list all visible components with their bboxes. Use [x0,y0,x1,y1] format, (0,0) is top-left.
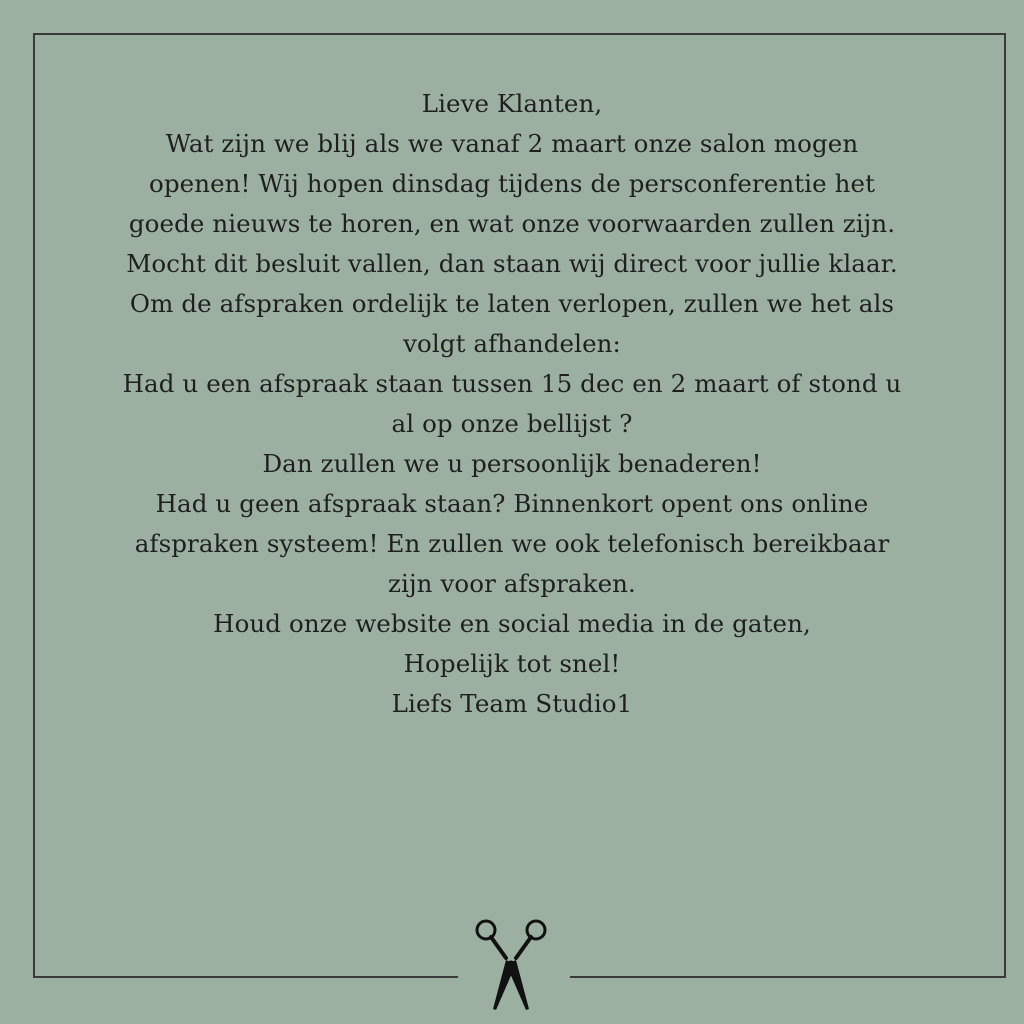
frame-bottom-left-border [33,976,458,978]
letter-line: Wat zijn we blij als we vanaf 2 maart onze salon mogen [165,129,859,158]
announcement-letter [40,84,984,724]
letter-line: afspraken systeem! En zullen we ook telefonisch bereikbaar [134,529,890,558]
letter-greeting: Lieve Klanten, [421,89,603,118]
frame-left-border [33,33,35,978]
letter-signature: Liefs Team Studio1 [391,689,633,718]
letter-line: Dan zullen we u persoonlijk benaderen! [262,449,762,478]
scissors-icon [460,918,556,1014]
letter-line: zijn voor afspraken. [388,569,636,598]
letter-line: al op onze bellijst ? [391,409,633,438]
letter-line: openen! Wij hopen dinsdag tijdens de persconferentie het [148,169,876,198]
letter-line: Had u geen afspraak staan? Binnenkort opent ons online [155,489,869,518]
frame-right-border [1004,33,1006,978]
letter-line: Om de afspraken ordelijk te laten verlopen, zullen we het als [129,289,895,318]
letter-line: Hopelijk tot snel! [403,649,621,678]
frame-bottom-right-border [570,976,1006,978]
frame-top-border [33,33,1006,35]
letter-line: goede nieuws te horen, en wat onze voorwaarden zullen zijn. [128,209,896,238]
letter-line: volgt afhandelen: [403,329,621,358]
letter-line: Mocht dit besluit vallen, dan staan wij direct voor jullie klaar. [126,249,898,278]
letter-line: Houd onze website en social media in de gaten, [213,609,811,638]
letter-line: Had u een afspraak staan tussen 15 dec en 2 maart of stond u [122,369,902,398]
